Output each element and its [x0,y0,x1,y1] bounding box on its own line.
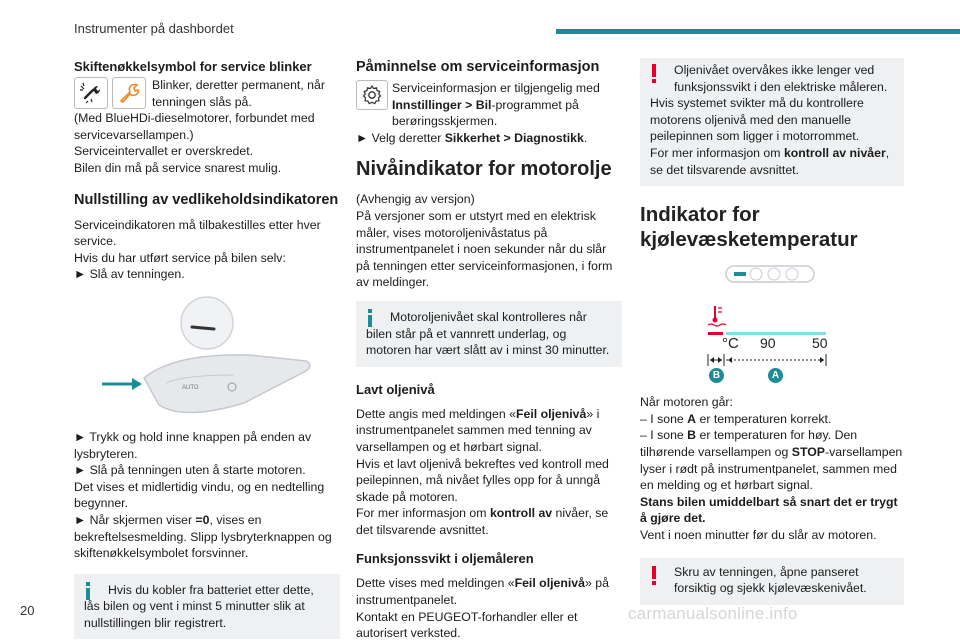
column-right [640,58,904,605]
low-p3-b: kontroll av [489,506,553,521]
reset-step4-b: =0 [195,512,210,527]
service-text-a: Blinker, deretter permanent, når tenningen slås på. [152,78,325,109]
zone-a-badge: A [768,368,783,383]
zone-a-1: – I sone [640,411,688,426]
heading-low-oil: Lavt oljenivå [356,381,435,397]
reminder-b: Innstillinger > Bil [392,97,492,112]
wrench-blink-icon [74,77,108,109]
reminder-row [356,80,622,130]
warn1-p3-a: For mer informasjon om [650,145,784,160]
reminder-text [392,80,622,130]
heading-reminder: Påminnelse om serviceinformasjon [356,59,600,75]
reset-step4-c: , vises en bekreftelsesmelding. Slipp lysbryterknappen og skiftenøkkelsymbolet forsvinner. [74,512,332,561]
reset-step4-a: ► Når skjermen viser [74,512,196,527]
service-text-b: (Med BlueHDi-dieselmotorer, forbundet med servicevarsellampen.) [74,111,315,142]
warning-exclamation-icon [650,566,658,586]
warn2-text: Skru av tenningen, åpne panseret forsiktig og sjekk kjølevæskenivået. [674,564,867,596]
header-rule [556,29,960,34]
reminder-d: ► Velg deretter [356,130,445,145]
stalk-drawing [74,283,340,429]
fault-b: Feil oljenivå [514,576,585,591]
warning-note-gauge [640,58,904,186]
light-stalk-illustration [74,283,340,429]
heading-coolant: Indikator for kjølevæsketemperatur [640,203,858,252]
reminder-step [356,130,622,147]
page-number: 20 [20,603,35,618]
gauge-unit-label: °C [722,335,739,353]
zone-a-text [640,411,904,428]
oil-p1: (Avhengig av versjon) [356,192,475,207]
stalk-auto-label: AUTO [182,384,199,391]
zone-b-badge: B [709,368,724,383]
info-note-oil [356,301,622,367]
heading-service-symbol: Skiftenøkkelsymbol for service blinker [74,59,312,74]
oil-p2: På versjoner som er utstyrt med en elektrisk måler, vises motoroljenivåstatus på instrumentpanelet i noen sekunder når du slår på tenningen etter serviceinformasjonen, i form av meldinger. [356,208,613,290]
zone-b-1: – I sone [640,428,688,443]
reset-p1: Serviceindikatoren må tilbakestilles etter hver service. [74,217,321,249]
coolant-gauge-illustration [640,258,904,382]
zone-b-3: er temperaturen for høy. Den tilhørende varsellampen og [640,428,858,459]
note-oil-text: Motoroljenivået skal kontrolleres når bilen står på et vannrett underlag, og motoren har vært slått av i minst 30 minutter. [366,309,610,358]
reminder-e: Sikkerhet > Diagnostikk [444,130,584,145]
low-p3 [356,505,622,538]
low-p1 [356,406,622,456]
running-label: Når motoren går: [640,395,733,410]
warning-exclamation-icon [650,64,658,84]
low-a: Dette angis med meldingen « [356,406,516,421]
low-p3-c: nivåer, se det tilsvarende avsnittet. [356,506,609,537]
service-text-d: Bilen din må på service snarest mulig. [74,160,282,175]
info-icon [84,582,92,600]
reset-step1: ► Slå av tenningen. [74,267,185,282]
reminder-f: . [583,130,588,145]
zone-b-text [640,427,904,493]
stop-instruction: Stans bilen umiddelbart så snart det er trygt å gjøre det. [640,494,898,526]
reset-p2: Hvis du har utført service på bilen selv: [74,250,286,265]
reset-p3: Det vises et midlertidig vindu, og en nedtelling begynner. [74,479,325,511]
gauge-90-label: 90 [760,335,776,352]
fault-p2: Kontakt en PEUGEOT-forhandler eller et autorisert verksted. [356,609,578,641]
zone-b-4: STOP [791,444,826,459]
warn1-indent: Oljenivået overvåkes ikke lenger ved funksjonssvikt i den elektriske måleren. [674,63,888,94]
low-b: Feil oljenivå [515,406,587,421]
heading-reset: Nullstilling av vedlikeholdsindikatoren [74,191,339,208]
fault-p1 [356,575,622,608]
warn1-p2: Hvis systemet svikter må du kontrollere motorens oljenivå med den manuelle peilepinnen som ligger i motorrommet. [650,96,864,144]
reset-step2: ► Trykk og hold inne knappen på enden av lysbryteren. [74,429,312,461]
heading-oil-level: Nivåindikator for motorolje [356,158,612,181]
wait-instruction: Vent i noen minutter før du slår av motoren. [640,527,877,542]
warn1-p3 [650,145,894,178]
watermark: carmanualsonline.info [628,604,798,623]
zone-b-5: -varsellampen lyser i rødt på instrumentpanelet, sammen med en melding og et hørbart signal. [640,444,903,493]
reminder-a: Serviceinformasjon er tilgjengelig med [392,81,600,95]
warn1-p3-b: kontroll av nivåer [783,145,886,160]
service-text-c: Serviceintervallet er overskredet. [74,144,254,159]
low-p3-a: For mer informasjon om [356,506,490,521]
service-icon-row [74,77,340,110]
warning-note-coolant [640,558,904,605]
reset-step3: ► Slå på tenningen uten å starte motoren. [74,463,306,478]
wrench-orange-icon [112,77,146,109]
section-header: Instrumenter på dashbordet [74,21,234,36]
info-icon [366,309,374,327]
fault-a: Dette vises med meldingen « [356,576,515,591]
heading-gauge-fault: Funksjonssvikt i oljemåleren [356,551,534,567]
fault-c: » på instrumentpanelet. [356,576,609,608]
zone-a-2: A [687,411,697,426]
low-c: » i instrumentpanelet sammen med tenning av varsellampen og et hørbart signal. [356,406,600,454]
column-middle [356,58,622,642]
coolant-gauge-drawing [640,258,904,382]
low-p2: Hvis et lavt oljenivå bekreftes ved kontroll med peilepinnen, må nivået fylles opp for å unngå skade på motoren. [356,456,609,504]
note-battery-text: Hvis du kobler fra batteriet etter dette, lås bilen og vent i minst 5 minutter slik at nullstillingen blir registrert. [84,582,314,630]
zone-a-3: er temperaturen korrekt. [696,411,832,426]
gauge-50-label: 50 [812,335,828,352]
column-left [74,58,340,639]
warn1-p3-c: , se det tilsvarende avsnittet. [650,145,890,177]
coolant-temp-icon [708,306,726,326]
reminder-c: -programmet på berøringsskjermen. [392,97,579,129]
reset-step4 [74,512,340,562]
settings-gear-icon [356,80,388,110]
zone-b-2: B [687,428,697,443]
info-note-battery [74,574,340,640]
